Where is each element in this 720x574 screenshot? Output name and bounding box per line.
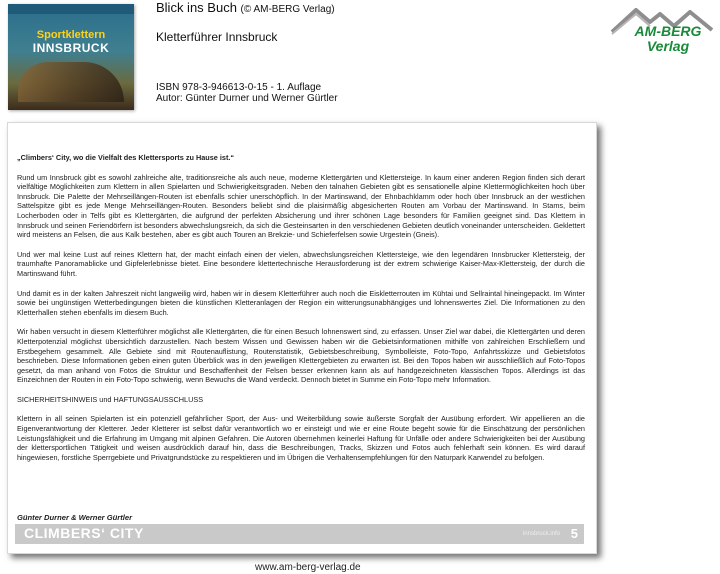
author-signature: Günter Durner & Werner Gürtler — [17, 513, 133, 522]
footer-title: CLIMBERS‘ CITY — [24, 525, 144, 541]
website-link[interactable]: www.am-berg-verlag.de — [255, 562, 361, 573]
paragraph-3: Und damit es in der kalten Jahreszeit nicht langweilig wird, haben wir in diesem Kletterführer auch noch die Eiskletterrouten im Kühtai und Sellraintal hineingepackt. Im Winter sowie bei ungünstigen Wetterbedingungen bieten die künstlichen Kletteranlagen der Region ein witterungsunabhängiges und lohnenswertes Ziel. Die Informationen zu den Kletterhallen stehen ebenfalls im diesem Buch. — [17, 288, 585, 317]
logo-line-1: AM-BERG — [634, 23, 702, 39]
paragraph-4: Wir haben versucht in diesem Kletterführer möglichst alle Klettergärten, die für einen Besuch lohnenswert sind, zu erfassen. Unser Ziel war dabei, die Klettergärten und deren Kletterpotenzial möglichst übersichtlich darzustellen. Nach bestem Wissen und Gewissen haben wir die Gebietsinformationen mithilfe von zahlreichen Erschließern und Erstbegehern gesammelt. Alle Gebiete sind mit Routenauflistung, Routenstatistik, Gebietsbeschreibung, Symbolleiste, Foto-Topo, Anfahrtsskizze und Gebietsfotos beschrieben. Diese Informationen geben einen guten Überblick was in den jeweiligen Klettergebieten zu erwarten ist. Bei den Topos haben wir ausschließlich auf Foto-Topos gesetzt, da man anhand von Fotos die Struktur und Beschaffenheit der Felsen besser erkennen kann als auf handgezeichneten klassischen Topos. Allerdings ist das Einzeichnen der Routen in ein Foto-Topo schwierig, wenn Bewuchs die Wand verdeckt. Dennoch bietet in Summe ein Foto-Topo mehr Information. — [17, 327, 585, 385]
page-content — [17, 153, 585, 472]
page-number: 5 — [570, 526, 578, 541]
authors-info: Autor: Günter Durner und Werner Gürtler — [156, 93, 338, 104]
isbn-info: ISBN 978-3-946613-0-15 - 1. Auflage — [156, 82, 322, 93]
page-quote: „Climbers‘ City, wo die Vielfalt des Klettersports zu Hause ist.“ — [17, 153, 235, 162]
safety-heading: SICHERHEITSHINWEIS und HAFTUNGSAUSSCHLUSS — [17, 394, 204, 404]
header-title-line — [156, 0, 335, 15]
book-cover-image — [8, 4, 134, 110]
footer-site: innsbruck.info — [522, 531, 560, 537]
page-footer-bar — [15, 524, 584, 544]
header-title: Blick ins Buch — [156, 0, 237, 15]
paragraph-5: Klettern in all seinen Spielarten ist ein potenziell gefährlicher Sport, der Aus- und Weiterbildung sowie äußerste Sorgfalt der Ausübung erfordert. Wir appellieren an die Eigenverantwortung der Kletterer. Jeder Kletterer ist selbst dafür verantwortlich wo er einsteigt und wie er eine Route begeht sowie für die Einschätzung der persönlichen Leistungsfähigkeit und die Erfahrung im Umgang mit alpinen Gefahren. Die Autoren übernehmen keinerlei Haftung für Unfälle oder andere Schwierigkeiten bei der Ausübung der klettersportlichen Tätigkeit und weisen ausdrücklich darauf hin, dass die Beschreibungen, Tracks, Skizzen und Fotos auch fehlerhaft sein können. Es wird darauf hingewiesen, forstliche Sperrgebiete und Privatgrundstücke zu respektieren und im Übrigen die Verhaltensempfehlungen für den Naturpark Karwendel zu befolgen. — [17, 414, 585, 462]
cover-rock-illustration — [18, 62, 124, 102]
logo-line-2: Verlag — [646, 38, 690, 54]
guide-title: Kletterführer Innsbruck — [156, 30, 278, 44]
publisher-logo — [622, 24, 714, 54]
paragraph-2: Und wer mal keine Lust auf reines Klettern hat, der macht einfach einen der vielen, abwechslungsreichen Klettersteige, wie den legendären Innsbrucker Klettersteig, der traumhafte Panoramablicke und Gipfelerlebnisse bietet. Eine besondere klettertechnische Herausforderung ist der extrem schwierige Kaiser-Max-Klettersteig, der durch die Martinswand führt. — [17, 249, 585, 278]
header-copyright: (© AM-BERG Verlag) — [240, 4, 335, 15]
cover-top-band — [8, 4, 134, 14]
paragraph-1: Rund um Innsbruck gibt es sowohl zahlreiche alte, traditionsreiche als auch neue, moderne Klettergärten und Klettersteige. In kaum einer anderen Region finden sich derart vielfältige Möglichkeiten zum Klettern in allen Spielarten und Schwierigkeitsgraden. Neben den talnahen Gebieten gibt es sensationelle alpine Klettermöglichkeiten hoch über Innsbruck. Die Palette der Mehrseillängen-Routen ist ebenfalls schier unerschöpflich. In der Martinswand, der Ehnbachklamm oder hoch über Innsbruck an der westlichen Sattelspitze gibt es jede Menge Mehrseillängen-Routen. Besonders beliebt sind die plaisirmäßig abgesicherten Routen am Vorbau der Martinswand. In Stams, beim Locherboden oder in Telfs gibt es Klettergärten, die aufgrund der perfekten Absicherung und ihrer schönen Lage besonders für Familien geeignet sind. Das Klettern in Innsbruck und seinen Feriendörfern ist besonders abwechslungsreich, da sich die Gesteinsarten in den verschiedenen Gebieten deutlich voneinander unterscheiden. Geklettert wird meistens an Felsen, die aus Kalk bestehen, aber es gibt auch Touren an Brekzie- und Schieferfelsen sowie Urgestein (Gneis). — [17, 172, 585, 240]
cover-subtitle: INNSBRUCK — [32, 41, 110, 55]
cover-title: Sportklettern — [36, 29, 106, 41]
book-page-preview — [7, 122, 597, 554]
